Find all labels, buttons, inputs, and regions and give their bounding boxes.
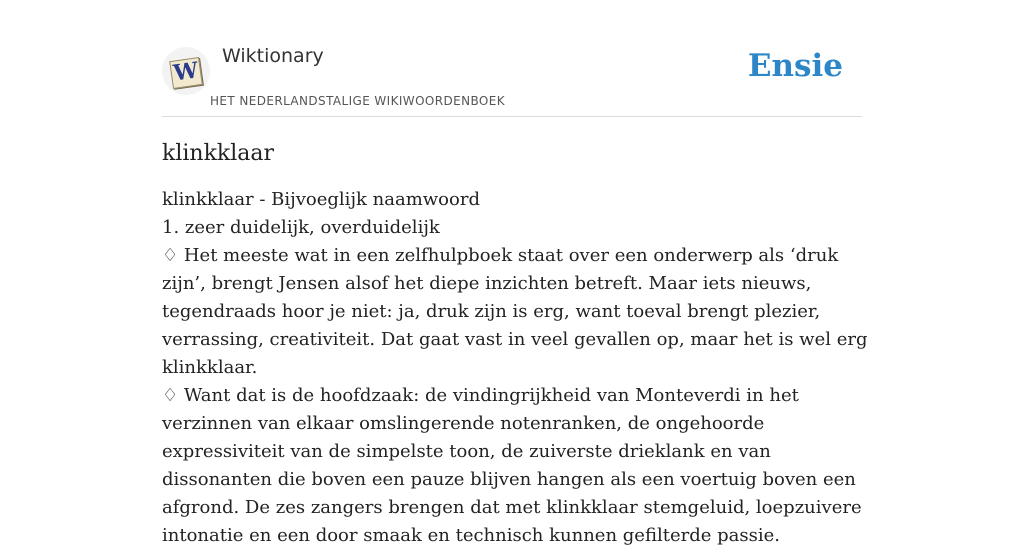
- part-of-speech-line: klinkklaar - Bijvoeglijk naamwoord: [162, 189, 480, 210]
- ensie-brand-link[interactable]: Ensie: [747, 48, 843, 84]
- definition: 1. zeer duidelijk, overduidelijk: [162, 217, 440, 238]
- example-sentence-1: ♢ Het meeste wat in een zelfhulpboek staat over een onderwerp als ‘druk zijn’, brengt Jensen alsof het diepe inzichten betreft. Maar iets nieuws, tegendraads hoor je niet: ja, druk zijn is erg, want toeval brengt plezier, verrassing, creativiteit. Dat gaat vast in veel gevallen op, maar het is wel erg klinkklaar.: [162, 245, 868, 378]
- site-name[interactable]: Wiktionary: [222, 45, 324, 67]
- logo-tile: [169, 57, 203, 89]
- site-header: [162, 42, 862, 117]
- wiktionary-logo-icon[interactable]: [162, 47, 210, 95]
- entry-content: [162, 136, 868, 550]
- site-tagline: HET NEDERLANDSTALIGE WIKIWOORDENBOEK: [210, 94, 506, 108]
- logo-letter: W: [171, 57, 200, 87]
- example-sentence-2: ♢ Want dat is de hoofdzaak: de vindingrijkheid van Monteverdi in het verzinnen van elkaar omslingerende notenranken, de ongehoorde expressiviteit van de simpelste toon, de zuiverste drieklank en van dissonanten die boven een pauze blijven hangen als een voertuig boven een afgrond. De zes zangers brengen dat met klinkklaar stemgeluid, loepzuivere intonatie en een door smaak en technisch kunnen gefilterde passie.: [162, 385, 862, 546]
- page-title: klinkklaar: [162, 141, 275, 166]
